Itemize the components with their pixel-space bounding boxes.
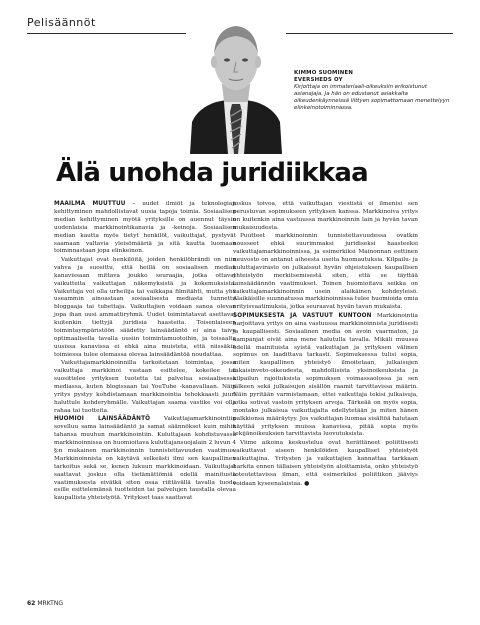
magazine-name: MRKTNG xyxy=(37,600,63,607)
paragraph xyxy=(54,201,236,256)
paragraph: joskus toivoa, että vaikuttajan viestistä ei ilmenisi sen perustuvan sopimukseen yrityksen kanssa. Markkinoiva yritys on kuitenkin aina vastuussa markkinoinnin lain ja hyvän tavan mukaisuudesta. xyxy=(233,201,418,231)
page-number: 62 xyxy=(27,600,36,607)
author-photo xyxy=(186,4,286,154)
author-bio: Kirjoittaja on immateriaali-oikeuksiin erikoistunut asianajaja. Ja hän on edustanut asiakkalta oikeudenkäynneissä liittyen sopimattomaan menettelyyn elinkeinotoiminnassa. xyxy=(294,84,450,111)
right-column xyxy=(233,201,418,489)
paragraph-lead: SOPIMUKSESTA JA VASTUUT KUNTOON xyxy=(233,312,372,319)
end-mark: ● xyxy=(304,479,310,487)
author-company: EVERSHEDS OY xyxy=(294,77,343,83)
article-headline: Älä unohda juridiikkaa xyxy=(56,158,368,188)
page-footer xyxy=(27,600,63,607)
paragraph-text: Viime aikoina keskustelua ovat herättäneet poliittisesti vaikuttavat aiseen henkilöiden kaupalliset yhteistyöt vaikuttajina. Yritysten ja vaikuttajien kannattaa tarkkaan harkita ennen tällaisen yhteistyön aloittamista, onko yhteistyö toteutettavissa ilman, että esimerkiksi poliittikon jääviys voidaan kyseenalaistaa. xyxy=(233,439,418,487)
paragraph-lead: MAAILMA MUUTTUU xyxy=(54,201,126,207)
paragraph xyxy=(233,440,418,488)
author-name: KIMMO SUOMINEN xyxy=(294,70,354,76)
section-label: Pelisäännöt xyxy=(27,16,96,29)
paragraph-text: Markkinointia harjoittava yritys on aina vastuussa markkinoinnista juridisesti ja kaupallisesti. Sosiaalinen media on avoin vaarmaton, ja kampanjat eivät aina mene halutulla tavalla. Mikäli muussa edellä mainituista syistä vaikuttajan ja yrityksen välinen sopimus on laadittava tarkasti. Sopimuksessa tulisi sopia, miten kaupallinen yhteistyö ilmoitetaan, julkaisujen takaisinveto-oikeudesta, mahdollisista yksinoikeuksista ja kilpailun rajoituksista sopimuksen voimassaolossa ja sen jälkeen sekä julkaisujen sisällön raamit tarvittavissa määrin. Näin pyritään varmistamaan, ettei vaikuttaja tekisi julkaisuja, jotka sotivat vastoin yrityksen arvoja. Tärkeää on myös sopia, montako julkaisua vaikuttajalta edellytetään ja miten hänen palkkionsa määräytyy. Jos vaikuttajan luomaa sisältöä halutaan käyttää yrityksen muissa kanavissa, pitää sopia myös tekijänoikeuksien tarvittavista luovutuksista. xyxy=(233,312,418,438)
paragraph xyxy=(54,416,236,503)
left-column xyxy=(54,201,236,504)
paragraph: Vaikuttajamarkkinoinnilla tarkoitetaan toimintaa, jossa vaikuttaja markkinoi vastaan esittelee, kokeilee tai suosittelee yrityksen tuotetta tai palvelua sosiaalisessa mediassa, kuten blogissaan tai YouTube -kanavallaan. Näin yritys pystyy kohdistamaan markkinointia tehokkaasti juuri haluttule kohderyhmälle. Vaikuttajan saama vastike voi olla rahaa tai tuotteita. xyxy=(54,360,236,414)
paragraph xyxy=(233,313,418,440)
paragraph-text: – uudet ilmiöt ja teknologian kehittyminen mahdollistavat uusia tapoja toimia. Sosiaalisen median kehittyminen myötä yrityksille on auennut täysin uudenlaisia markkinointikanavia ja -keinoja. Sosiaalisen median kautta myös tietyt henkilöt, vaikuttajat, pystyvät saamaan valtavia yleisömääriä ja sitä kautta luomaan toiminnastaan jopa elinkeinon. xyxy=(54,201,236,255)
paragraph: Vaikuttajat ovat henkilöitä, joiden henkilöbrändi on niin vahva ja suosittu, että heillä on sosiaalisen median kanavissaan mittava joukko seuraajia, jotka ottavat vaikutteita vaikuttajan näkemyksistä ja kokemuksista. Vaikuttaja voi olla urheilija tai vaikkapa filmitähti, mutta yhä useammin ainoastaan sosiaalisesta mediasta tunnettu bloggaaja tai tubettaja. Vaikuttajien voidaan sanoa olevan jopa ihan uusi ammattiryhmä. Uudet toimintatavat asettavat kuitenkin tiettyjä juridisia haasteita. Toisenlaiseen toimintaympäristöön säädetty lainsäädäntö ei aina taivu optimaalisella tavalla uusiin toimintamuotoihin, ja toisaalta uusissa kanavissa ei ehkä aina muisteta, että niissäkin toimiessa tulee olemassa olevaa lainsäädäntöä noudattaa. xyxy=(54,256,236,358)
paragraph-lead: HUOMIOI LAINSÄÄDÄNTÖ xyxy=(54,416,151,423)
paragraph: Puutteet markkinoinnin tunnistettavuudessa ovatkin nousseet ehkä suurimmaksi juridiseksi haasteeksi vaikuttajamarkkinoinnissa, ja esimerkiksi Mainonnan eettinen neuvosto on antanut aiheesta useita huomautuksia. Kilpailu- ja kuluttajavirasto on julkaissut hyvän ohjeistuksen kaupallisen yhteistyön merkitsemisestä siten, että se täyttää lainsäädännön vaatimukset. Toinen huomioitava seikka on vaikuttajamarkkinoinnin usein alaikäinen kohdeyleisö. Alaikäisille suunnatussa markkinoinnissa tulee huomioida omia erityisvaatimuksia, jotka seuraavat hyvän tavan mukaista. xyxy=(233,233,418,311)
paragraph-text: Vaikuttajamarkkinointiin sovelluu sama lainsäädäntö ja samat säännökset kuin mihin tahansa muuhun markkinointiin. Kuluttajaan kohdistuvassa markkinoinnissa on huomioitava kuluttajansuojalain 2 luvun 4 §:n mukainen markkinoinnin tunnistettavuuden vaatimus. Markkinoinnista on käytävä selkeästi ilmi sen kaupallinen tarkoitus sekä se, kenen lukuun markkinoidaan. Vaikuttajat saattavat joskus olla tietämättömiä edellä mainitusta vaatimuksesta eivätkä siten osaa riittävällä tavalla tuoda esille esittelemänsä tuotteiden tai palvelujen taustalla olevaa kaupallista yhteistyötä. Yritykset taas saattavat xyxy=(54,416,236,502)
author-caption xyxy=(294,70,454,112)
